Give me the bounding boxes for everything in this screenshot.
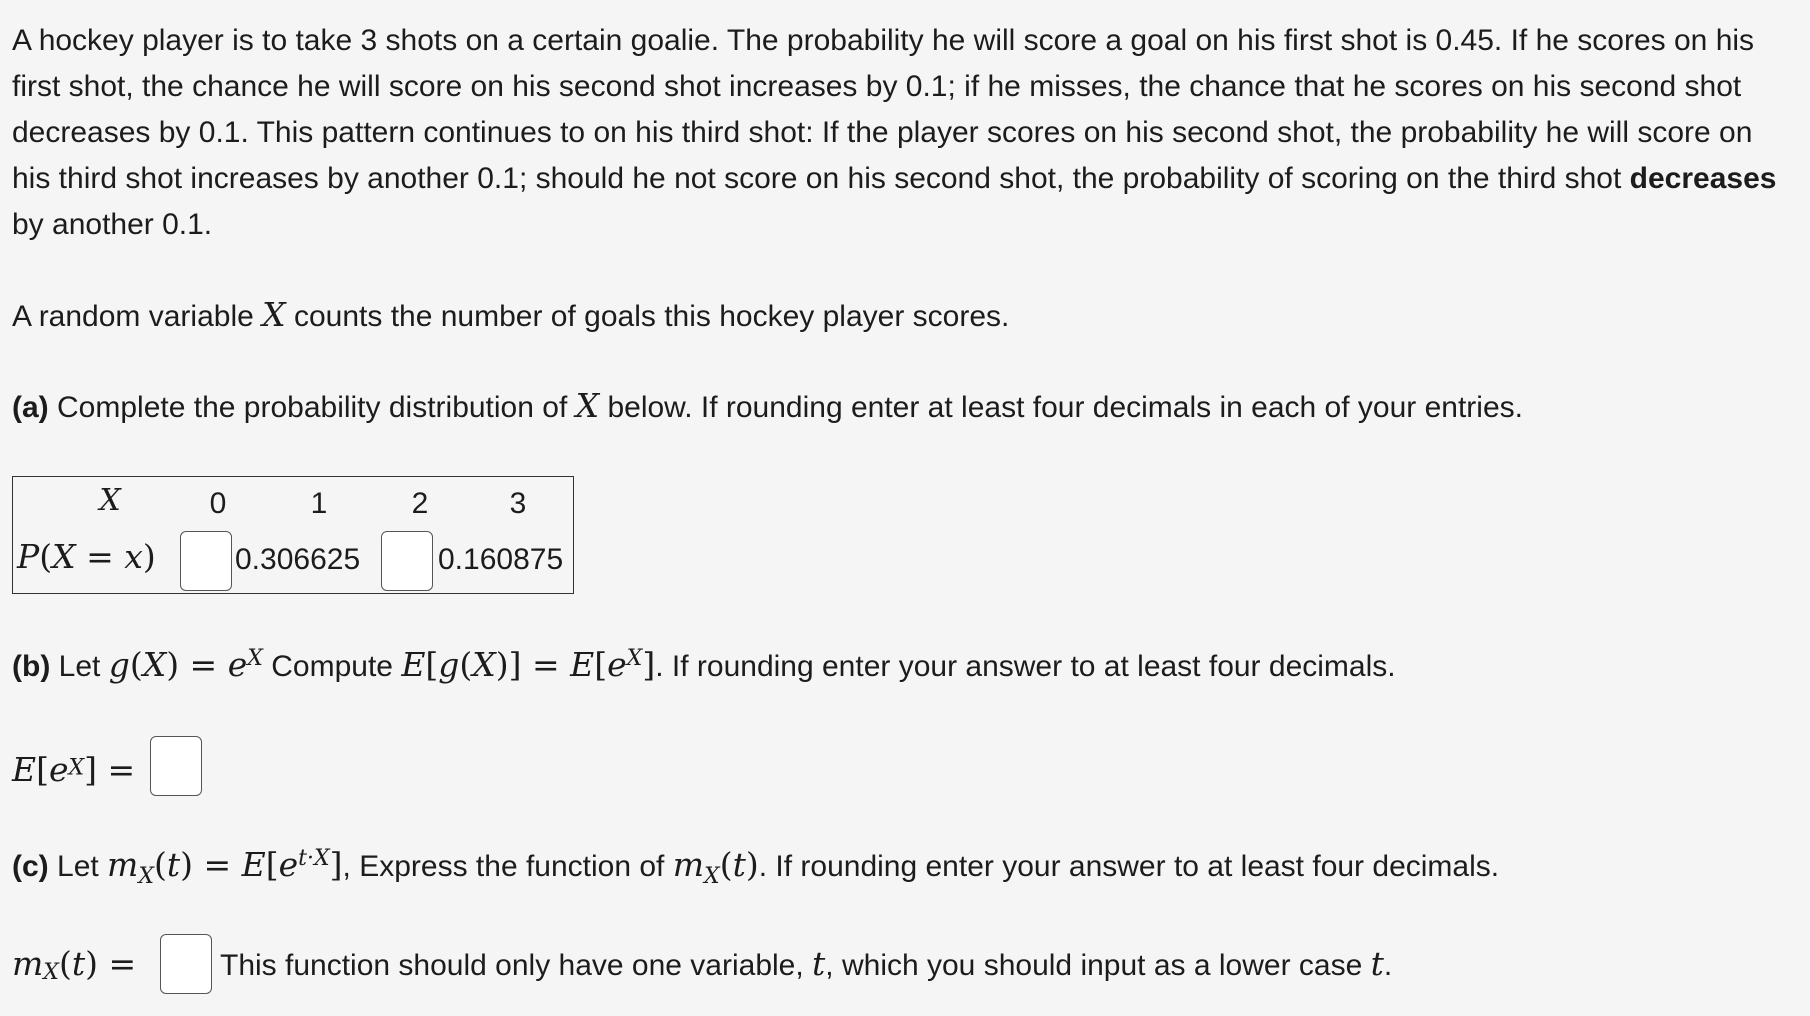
rv-text: A random variable [12, 300, 263, 333]
math-x: X [575, 386, 600, 425]
part-a-text-end: below. If rounding enter at least four decimals in each of your entries. [599, 391, 1523, 424]
part-c-mid: , Express the function of [342, 850, 673, 883]
intro-text: A hockey player is to take 3 shots on a certain goalie. The probability he will score a goal on his first shot is 0.45. If he scores on his first shot, the chance he will score on his second shot increases by 0.1; if he misses, the chance that he scores on his second shot decreases by 0.1. This pattern continues to on his third shot: If the player scores on his second shot, the probability he will score on his third shot increases by another 0.1; should he not score on his second shot, the probability of scoring on the third shot [12, 24, 1755, 195]
part-b-compute: Compute [262, 650, 402, 683]
math-g-of-x: g [108, 645, 130, 684]
part-b-prompt: (b) Let $g(X) = e^X$ Compute $E[g(X)] = E[e^X]$. If rounding enter your answer to at least four decimals. [12, 645, 1396, 684]
mgf-label: $m_X(t)$ = [12, 944, 137, 986]
mgf-input[interactable] [160, 934, 212, 994]
part-c-let: Let [48, 850, 108, 883]
intro-bold-text: decreases [1629, 162, 1777, 195]
expected-value-label: $E[e^X]$ = [12, 750, 136, 789]
p-x-1-value: 0.306625 [235, 543, 361, 576]
probability-row-label: P(X = x) [17, 537, 156, 576]
part-c-label: (c) [12, 850, 49, 883]
part-b-let: Let [50, 650, 109, 683]
hint-text: This function should only have one variable, [220, 949, 813, 982]
math-x: X [262, 295, 286, 334]
mgf-hint: This function should only have one variable, t, which you should input as a lower case t. [220, 944, 1393, 983]
x-value-2: 2 [411, 487, 429, 520]
rv-text-end: counts the number of goals this hockey player scores. [285, 300, 1010, 333]
probability-distribution-table [12, 476, 574, 594]
p-x-0-input[interactable] [180, 531, 232, 591]
hint-text-end: . [1383, 949, 1393, 982]
part-c-text-end: . If rounding enter your answer to at least four decimals. [758, 850, 1500, 883]
intro-text-end: by another 0.1. [12, 208, 213, 241]
hint-text-mid: , which you should input as a lower case [825, 949, 1371, 982]
table-header-x: X [99, 483, 121, 518]
part-a-text: Complete the probability distribution of [48, 391, 576, 424]
part-a-label: (a) [12, 391, 49, 424]
part-b-label: (b) [12, 650, 51, 683]
p-x-3-value: 0.160875 [438, 543, 564, 576]
x-value-1: 1 [310, 487, 328, 520]
part-c-prompt: (c) Let $m_X(t) = E[e^{t\cdot X}]$, Express the function of $m_X(t)$. If rounding enter your answer to at least four decimals. [12, 845, 1500, 889]
p-x-2-input[interactable] [381, 531, 433, 591]
x-value-3: 3 [509, 487, 527, 520]
x-value-0: 0 [209, 487, 227, 520]
part-b-text-end: . If rounding enter your answer to at least four decimals. [655, 650, 1396, 683]
part-a-prompt [12, 383, 1798, 431]
problem-intro [12, 18, 1798, 248]
expected-value-input[interactable] [150, 736, 202, 796]
random-variable-statement [12, 292, 1798, 340]
